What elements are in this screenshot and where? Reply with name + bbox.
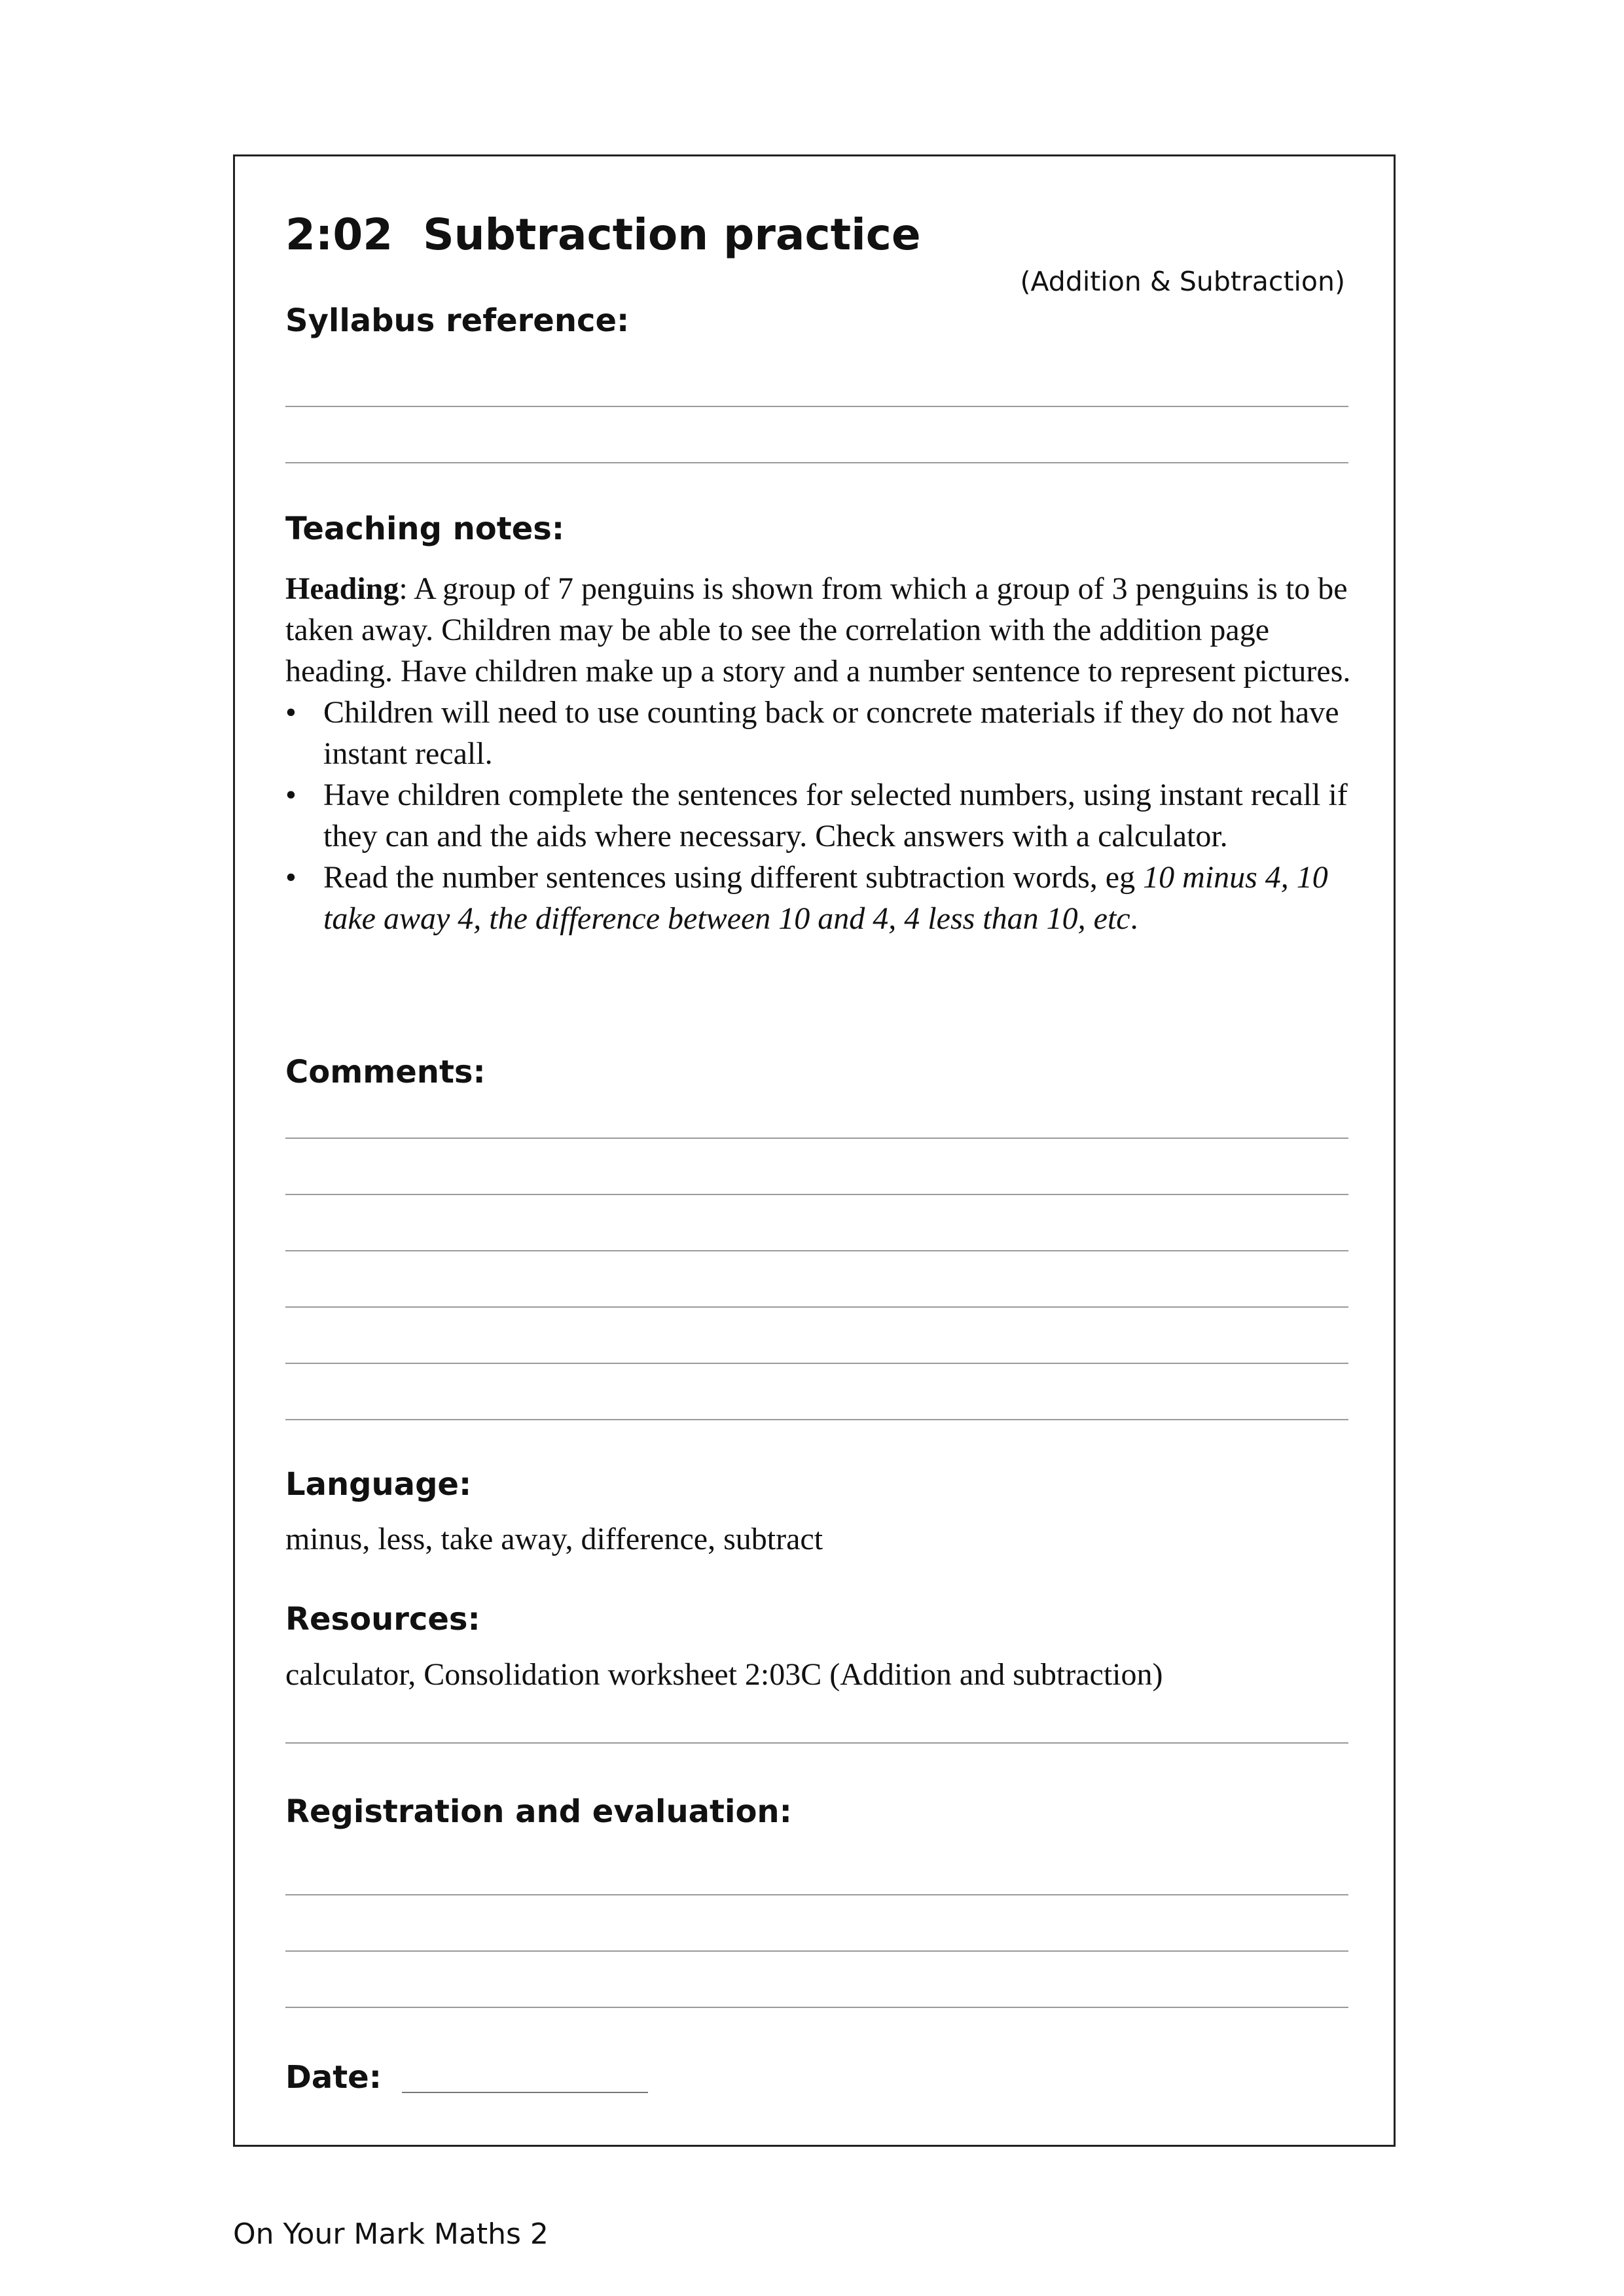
list-item: • Children will need to use counting back or concrete materials if they do not have instant recall. <box>285 692 1359 774</box>
heading-term: Heading <box>285 571 399 606</box>
teaching-notes-body <box>285 568 1359 939</box>
syllabus-line-1 <box>285 406 1348 407</box>
page-footer: On Your Mark Maths 2 <box>233 2217 549 2251</box>
comments-line-6 <box>285 1419 1348 1420</box>
comments-line-5 <box>285 1363 1348 1364</box>
registration-heading: Registration and evaluation: <box>285 1793 792 1830</box>
teaching-notes-heading: Teaching notes: <box>285 511 565 547</box>
list-item <box>285 857 1359 939</box>
date-line <box>402 2092 648 2093</box>
language-text: minus, less, take away, difference, subtract <box>285 1522 823 1556</box>
language-heading: Language: <box>285 1466 472 1503</box>
teaching-notes-list <box>285 692 1359 939</box>
list-item: • Have children complete the sentences for selected numbers, using instant recall if they can and the aids where necessary. Check answers with a calculator. <box>285 774 1359 857</box>
comments-line-2 <box>285 1194 1348 1195</box>
registration-line-2 <box>285 1950 1348 1952</box>
list-item-text: Read the number sentences using different subtraction words, eg <box>323 860 1144 895</box>
topic-label: (Addition & Subtraction) <box>1020 266 1345 297</box>
comments-line-3 <box>285 1250 1348 1251</box>
list-item-end: . <box>1130 901 1138 936</box>
resources-line <box>285 1742 1348 1744</box>
date-label: Date: <box>285 2059 382 2096</box>
teaching-notes-paragraph <box>285 568 1359 692</box>
comments-line-4 <box>285 1306 1348 1308</box>
registration-line-3 <box>285 2007 1348 2008</box>
syllabus-heading: Syllabus reference: <box>285 302 630 339</box>
resources-heading: Resources: <box>285 1601 480 1638</box>
worksheet-frame <box>233 154 1396 2147</box>
registration-line-1 <box>285 1894 1348 1895</box>
resources-text: calculator, Consolidation worksheet 2:03C (Addition and subtraction) <box>285 1657 1163 1692</box>
syllabus-line-2 <box>285 462 1348 463</box>
heading-description: : A group of 7 penguins is shown from which a group of 3 penguins is to be taken away. Children may be able to see the correlation with the addition page heading. Have children make up a story and a number sentence to represent pictures. <box>285 571 1351 689</box>
list-item-examples: 10 minus 4, 10 take away 4, the difference between 10 and 4, 4 less than 10, etc <box>323 860 1328 936</box>
page-title: 2:02 Subtraction practice <box>285 209 921 260</box>
comments-heading: Comments: <box>285 1054 486 1090</box>
comments-line-1 <box>285 1138 1348 1139</box>
